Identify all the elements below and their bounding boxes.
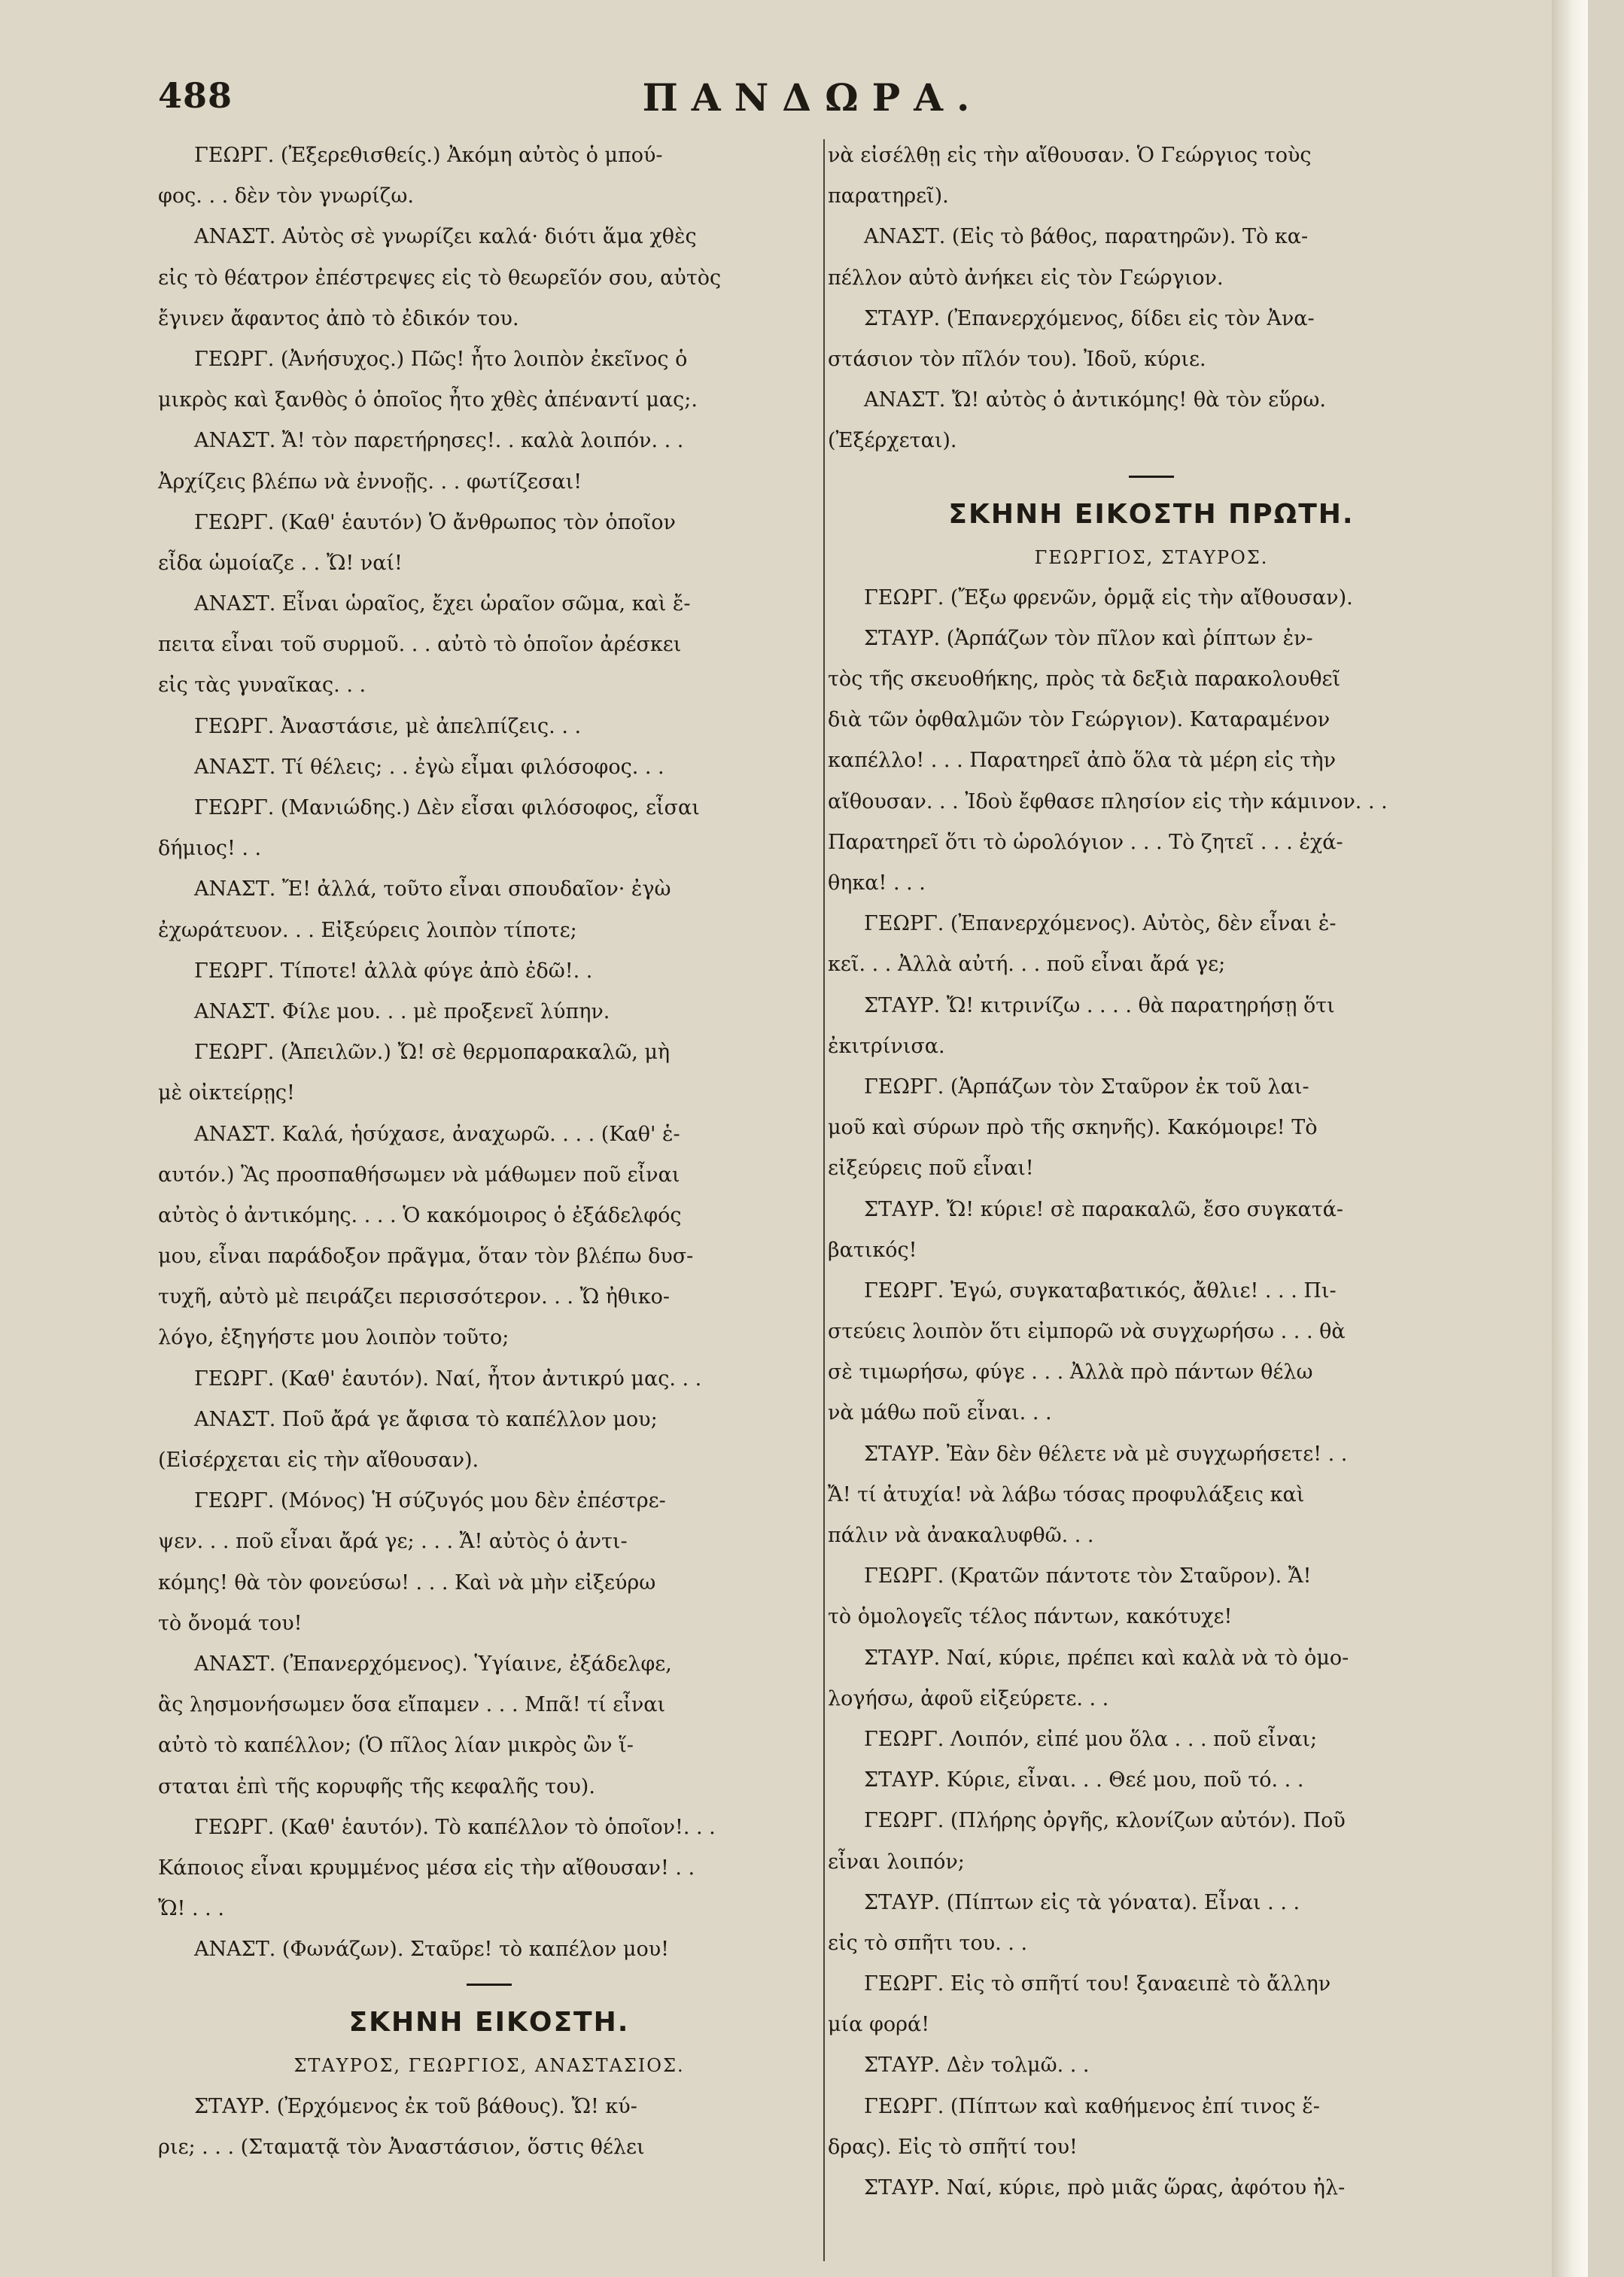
text-line: ΣΤΑΥΡ. Δὲν τολμῶ. . .: [864, 2054, 1090, 2078]
text-line: σὲ τιμωρήσω, φύγε . . . Ἀλλὰ πρὸ πάντων θέλω: [828, 1360, 1313, 1385]
text-line: τὸ ὁμολογεῖς τέλος πάντων, κακότυχε!: [828, 1605, 1233, 1629]
text-line: αυτόν.) Ἂς προσπαθήσωμεν νὰ μάθωμεν ποῦ εἶναι: [158, 1163, 680, 1187]
text-line: ΑΝΑΣΤ. Καλά, ἡσύχασε, ἀναχωρῶ. . . . (Καθ' ἑ-: [194, 1122, 680, 1146]
text-line: ΣΤΑΥΡ. Ὤ! κύριε! σὲ παρακαλῶ, ἔσο συγκατά-: [864, 1197, 1344, 1221]
text-line: εἶναι λοιπόν;: [828, 1850, 965, 1874]
scene-title: ΣΚΗΝΗ ΕΙΚΟΣΤΗ ΠΡΩΤΗ.: [948, 498, 1355, 530]
text-line: ΣΤΑΥΡ. Ὤ! κιτρινίζω . . . . θὰ παρατηρήσῃ ὅτι: [864, 993, 1335, 1017]
text-line: τὸ ὄνομά του!: [158, 1611, 303, 1635]
text-line: Ἀρχίζεις βλέπω νὰ ἐννοῇς. . . φωτίζεσαι!: [158, 470, 582, 494]
text-line: ΓΕΩΡΓ. Τίποτε! ἀλλὰ φύγε ἀπὸ ἐδῶ!. .: [194, 959, 593, 983]
text-line: νὰ εἰσέλθῃ εἰς τὴν αἴθουσαν. Ὁ Γεώργιος τοὺς: [828, 144, 1312, 167]
text-line: ΓΕΩΡΓ. (Καθ' ἑαυτόν). Τὸ καπέλλον τὸ ὁποῖον!. . .: [194, 1815, 716, 1839]
text-line: νὰ μάθω ποῦ εἶναι. . .: [828, 1401, 1052, 1425]
text-line: ΓΕΩΡΓ. (Ἐπανερχόμενος). Αὐτὸς, δὲν εἶναι ἐ-: [864, 912, 1337, 936]
text-line: ΓΕΩΡΓ. (Πίπτων καὶ καθήμενος ἐπί τινος ἕ-: [864, 2094, 1320, 2118]
text-line: εἰξεύρεις ποῦ εἶναι!: [828, 1157, 1034, 1181]
text-line: Κάποιος εἶναι κρυμμένος μέσα εἰς τὴν αἴθουσαν! . .: [158, 1856, 695, 1880]
text-line: ΣΤΑΥΡ. (Πίπτων εἰς τὰ γόνατα). Εἶναι . . .: [864, 1890, 1300, 1914]
scene-title: ΣΚΗΝΗ ΕΙΚΟΣΤΗ.: [348, 2007, 630, 2038]
text-line: (Ἐξέρχεται).: [828, 429, 957, 453]
text-line: ΑΝΑΣΤ. (Εἰς τὸ βάθος, παρατηρῶν). Τὸ κα-: [864, 225, 1309, 249]
text-line: ΓΕΩΡΓ. (Πλήρης ὀργῆς, κλονίζων αὐτόν). Ποῦ: [864, 1809, 1346, 1833]
cast-list: ΣΤΑΥΡΟΣ, ΓΕΩΡΓΙΟΣ, ΑΝΑΣΤΑΣΙΟΣ.: [293, 2055, 685, 2077]
text-line: στάσιον τὸν πῖλόν του). Ἰδοῦ, κύριε.: [828, 347, 1206, 371]
text-line: ἐχωράτευον. . . Εἰξεύρεις λοιπὸν τίποτε;: [158, 918, 577, 942]
text-line: ΓΕΩΡΓ. Ἐγώ, συγκαταβατικός, ἄθλιε! . . . Πι-: [864, 1278, 1337, 1303]
text-line: ΓΕΩΡΓ. (Καθ' ἑαυτόν) Ὁ ἄνθρωπος τὸν ὁποῖον: [194, 510, 676, 534]
text-line: παρατηρεῖ).: [828, 184, 949, 208]
right-column: [828, 135, 1475, 2257]
page-edge: [1552, 0, 1588, 2277]
text-line: ΓΕΩΡΓ. (Καθ' ἑαυτόν). Ναί, ἦτον ἀντικρύ μας. . .: [194, 1367, 702, 1391]
text-line: δρας). Εἰς τὸ σπῆτί του!: [828, 2135, 1078, 2159]
text-line: ἐκιτρίνισα.: [828, 1034, 945, 1058]
text-line: αὐτὸς ὁ ἀντικόμης. . . . Ὁ κακόμοιρος ὁ ἐξάδελφός: [158, 1203, 682, 1227]
text-line: εἰς τὸ σπῆτι του. . .: [828, 1931, 1028, 1955]
text-line: ΑΝΑΣΤ. Ἔ! ἀλλά, τοῦτο εἶναι σπουδαῖον· ἐγὼ: [194, 877, 671, 901]
text-line: ΓΕΩΡΓ. (Ἀνήσυχος.) Πῶς! ἦτο λοιπὸν ἐκεῖνος ὁ: [194, 347, 688, 371]
text-line: ΑΝΑΣΤ. Τί θέλεις; . . ἐγὼ εἶμαι φιλόσοφος. . .: [194, 755, 665, 779]
column-rule: [823, 139, 825, 2261]
text-line: μου, εἶναι παράδοξον πρᾶγμα, ὅταν τὸν βλέπω δυσ-: [158, 1245, 694, 1269]
text-line: βατικός!: [828, 1238, 917, 1262]
text-line: ΑΝΑΣΤ. (Φωνάζων). Σταῦρε! τὸ καπέλον μου!: [194, 1938, 669, 1962]
text-line: εἶδα ὡμοίαζε . . Ὤ! ναί!: [158, 551, 403, 575]
text-line: ΣΤΑΥΡ. (Ἐρχόμενος ἐκ τοῦ βάθους). Ὤ! κύ-: [194, 2094, 637, 2118]
separator-rule: [158, 1970, 820, 2000]
text-line: ΑΝΑΣΤ. Εἶναι ὡραῖος, ἔχει ὡραῖον σῶμα, καὶ ἔ-: [194, 592, 691, 616]
text-line: ΣΤΑΥΡ. Ναί, κύριε, πρὸ μιᾶς ὥρας, ἀφότου ἠλ-: [864, 2176, 1346, 2199]
text-line: ἔγινεν ἄφαντος ἀπὸ τὸ ἐδικόν του.: [158, 306, 519, 330]
text-line: αὐτὸ τὸ καπέλλον; (Ὁ πῖλος λίαν μικρὸς ὢν ἵ-: [158, 1734, 634, 1758]
text-line: λογήσω, ἀφοῦ εἰξεύρετε. . .: [828, 1686, 1109, 1710]
text-line: ΓΕΩΡΓ. Λοιπόν, εἰπέ μου ὅλα . . . ποῦ εἶναι;: [864, 1727, 1318, 1751]
text-line: ΓΕΩΡΓ. (Μανιώδης.) Δὲν εἶσαι φιλόσοφος, εἶσαι: [194, 796, 700, 819]
text-line: ΓΕΩΡΓ. (Κρατῶν πάντοτε τὸν Σταῦρον). Ἄ!: [864, 1564, 1312, 1588]
running-title: ΠΑΝΔΩΡΑ.: [642, 75, 984, 120]
left-column-text: [158, 135, 820, 1970]
text-line: κεῖ. . . Ἀλλὰ αὐτή. . . ποῦ εἶναι ἄρά γε;: [828, 953, 1226, 977]
text-line: ΓΕΩΡΓ. (Μόνος) Ἡ σύζυγός μου δὲν ἐπέστρε-: [194, 1489, 666, 1513]
text-line: ΓΕΩΡΓ. (Ἐξερεθισθείς.) Ἀκόμη αὐτὸς ὁ μπού-: [194, 144, 663, 167]
text-line: ΑΝΑΣΤ. Ἄ! τὸν παρετήρησες!. . καλὰ λοιπόν. . .: [194, 429, 684, 453]
text-line: ΣΤΑΥΡ. (Ἁρπάζων τὸν πῖλον καὶ ῥίπτων ἐν-: [864, 626, 1313, 650]
page-header: [158, 75, 1467, 128]
text-line: ΑΝΑΣΤ. Ποῦ ἄρά γε ἄφισα τὸ καπέλλον μου;: [194, 1407, 658, 1431]
text-line: εἰς τὸ θέατρον ἐπέστρεψες εἰς τὸ θεωρεῖόν σου, αὐτὸς: [158, 266, 722, 290]
text-line: ΓΕΩΡΓ. Ἀναστάσιε, μὲ ἀπελπίζεις. . .: [194, 714, 582, 738]
text-line: πάλιν νὰ ἀνακαλυφθῶ. . .: [828, 1524, 1094, 1547]
text-line: ριε; . . . (Σταματᾷ τὸν Ἀναστάσιον, ὅστις θέλει: [158, 2135, 645, 2159]
text-line: μικρὸς καὶ ξανθὸς ὁ ὁποῖος ἦτο χθὲς ἀπέναντί μας;.: [158, 388, 698, 412]
text-line: τὸς τῆς σκευοθήκης, πρὸς τὰ δεξιὰ παρακολουθεῖ: [828, 667, 1341, 692]
text-line: Παρατηρεῖ ὅτι τὸ ὡρολόγιον . . . Τὸ ζητεῖ . . . ἐχά-: [828, 830, 1343, 854]
text-line: μία φορά!: [828, 2013, 930, 2037]
text-line: δήμιος! . .: [158, 837, 262, 861]
text-line: μοῦ καὶ σύρων πρὸ τῆς σκηνῆς). Κακόμοιρε! Τὸ: [828, 1116, 1318, 1140]
text-line: ΑΝΑΣΤ. Αὐτὸς σὲ γνωρίζει καλά· διότι ἅμα χθὲς: [194, 225, 697, 249]
text-line: λόγο, ἐξηγήστε μου λοιπὸν τοῦτο;: [158, 1326, 509, 1350]
left-column: [158, 135, 820, 2257]
left-column-text-after-scene: [158, 2087, 820, 2168]
text-line: φος. . . δὲν τὸν γνωρίζω.: [158, 184, 414, 208]
right-column-text: [828, 135, 1475, 462]
text-line: θηκα! . . .: [828, 871, 926, 895]
text-line: ΓΕΩΡΓ. (Ἁρπάζων τὸν Σταῦρον ἐκ τοῦ λαι-: [864, 1075, 1309, 1099]
text-line: πέλλον αὐτὸ ἀνήκει εἰς τὸν Γεώργιον.: [828, 266, 1224, 290]
text-line: ΓΕΩΡΓ. (Ἔξω φρενῶν, ὁρμᾷ εἰς τὴν αἴθουσαν).: [864, 585, 1353, 610]
text-line: πειτα εἶναι τοῦ συρμοῦ. . . αὐτὸ τὸ ὁποῖον ἀρέσκει: [158, 633, 682, 657]
cast-list: ΓΕΩΡΓΙΟΣ, ΣΤΑΥΡΟΣ.: [1034, 546, 1269, 568]
text-line: σταται ἐπὶ τῆς κορυφῆς τῆς κεφαλῆς του).: [158, 1774, 595, 1798]
text-line: ΣΤΑΥΡ. Κύριε, εἶναι. . . Θεέ μου, ποῦ τό. . .: [864, 1768, 1304, 1792]
text-line: κόμης! θὰ τὸν φονεύσω! . . . Καὶ νὰ μὴν εἰξεύρω: [158, 1570, 656, 1595]
text-line: εἰς τὰς γυναῖκας. . .: [158, 673, 366, 698]
text-line: στεύεις λοιπὸν ὅτι εἰμπορῶ νὰ συγχωρήσω . . . θὰ: [828, 1320, 1346, 1344]
separator-rule: [828, 462, 1475, 492]
right-column-text-after-scene: [828, 578, 1475, 2209]
text-line: Ἄ! τί ἀτυχία! νὰ λάβω τόσας προφυλάξεις καὶ: [828, 1482, 1305, 1506]
text-line: ΓΕΩΡΓ. Εἰς τὸ σπῆτί του! ξαναειπὲ τὸ ἄλλην: [864, 1972, 1331, 1996]
text-line: ψεν. . . ποῦ εἶναι ἄρά γε; . . . Ἄ! αὐτὸς ὁ ἀντι-: [158, 1530, 628, 1554]
text-line: μὲ οἰκτείρῃς!: [158, 1081, 295, 1105]
text-line: αἴθουσαν. . . Ἰδοὺ ἔφθασε πλησίον εἰς τὴν κάμινον. . .: [828, 789, 1388, 813]
text-line: τυχῆ, αὐτὸ μὲ πειράζει περισσότερον. . . Ὤ ἠθικο-: [158, 1285, 670, 1309]
text-line: ΣΤΑΥΡ. (Ἐπανερχόμενος, δίδει εἰς τὸν Ἀνα-: [864, 306, 1315, 330]
text-line: ΣΤΑΥΡ. Ναί, κύριε, πρέπει καὶ καλὰ νὰ τὸ ὁμο-: [864, 1646, 1349, 1670]
text-line: (Εἰσέρχεται εἰς τὴν αἴθουσαν).: [158, 1449, 479, 1472]
text-line: ΑΝΑΣΤ. (Ἐπανερχόμενος). Ὑγίαινε, ἐξάδελφε,: [194, 1652, 672, 1676]
text-line: ΑΝΑΣΤ. Φίλε μου. . . μὲ προξενεῖ λύπην.: [194, 999, 610, 1023]
text-line: ἂς λησμονήσωμεν ὅσα εἴπαμεν . . . Μπᾶ! τί εἶναι: [158, 1693, 666, 1717]
text-line: Ὤ! . . .: [158, 1897, 224, 1921]
text-line: διὰ τῶν ὀφθαλμῶν τὸν Γεώργιον). Καταραμένον: [828, 708, 1331, 732]
text-line: καπέλλο! . . . Παρατηρεῖ ἀπὸ ὅλα τὰ μέρη εἰς τὴν: [828, 749, 1336, 773]
page-number: 488: [158, 75, 233, 116]
text-line: ΣΤΑΥΡ. Ἐὰν δὲν θέλετε νὰ μὲ συγχωρήσετε! . .: [864, 1442, 1348, 1466]
text-line: ΑΝΑΣΤ. Ὤ! αὐτὸς ὁ ἀντικόμης! θὰ τὸν εὕρω.: [864, 388, 1326, 412]
text-line: ΓΕΩΡΓ. (Ἀπειλῶν.) Ὤ! σὲ θερμοπαρακαλῶ, μὴ: [194, 1041, 671, 1065]
